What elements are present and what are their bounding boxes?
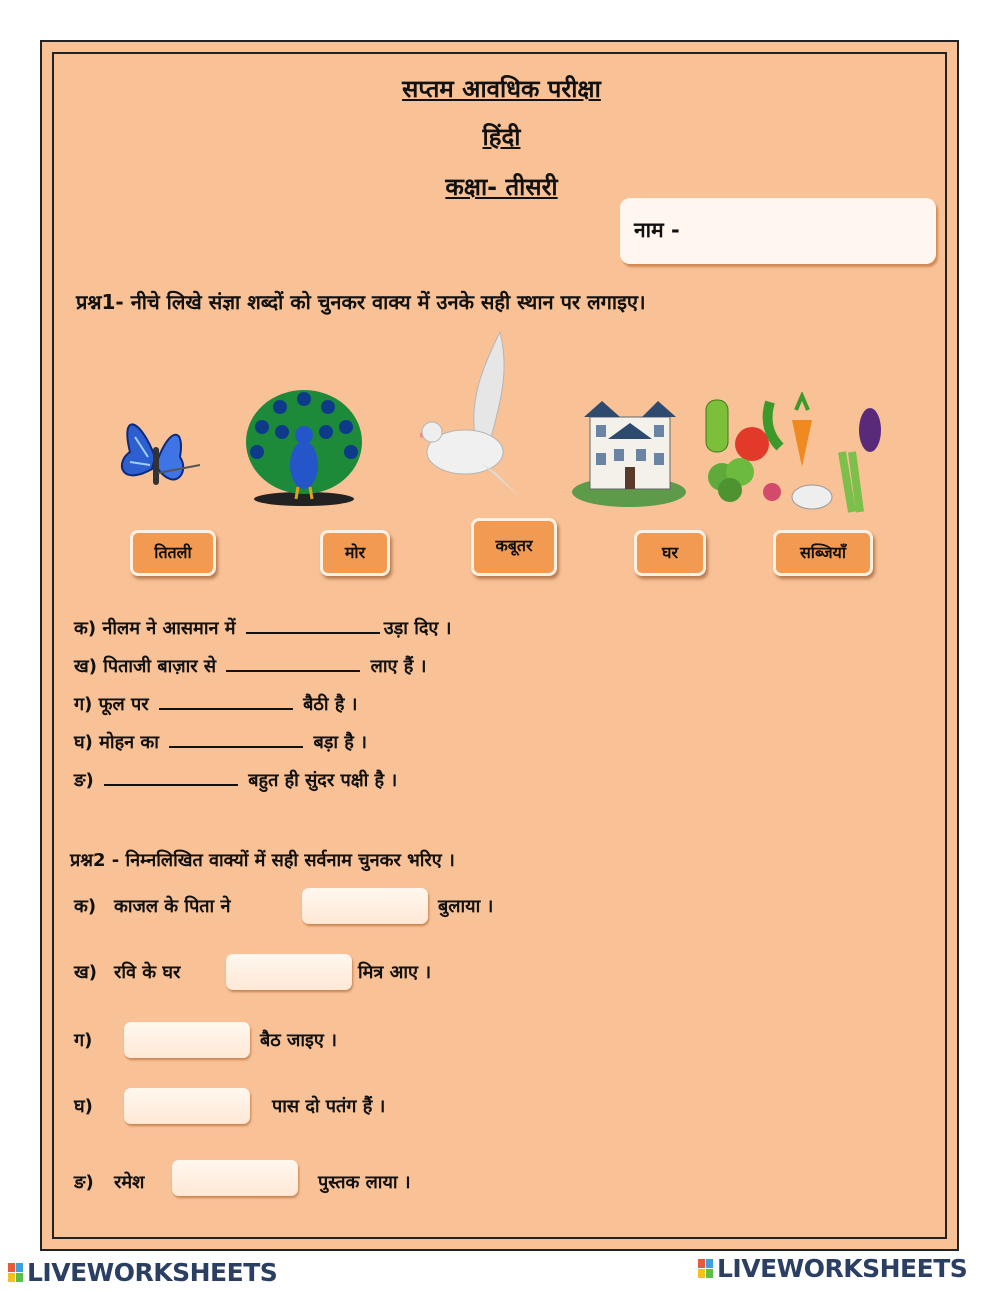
- q1-sentence: [74, 768, 397, 792]
- sentence-text: बहुत ही सुंदर पक्षी है ।: [248, 770, 398, 791]
- sentence-label: ग): [74, 694, 93, 715]
- blank-slot[interactable]: [226, 669, 360, 672]
- sentence-label: ङ): [74, 770, 94, 791]
- subject-title: हिंदी: [482, 123, 521, 151]
- pronoun-input[interactable]: [302, 888, 428, 924]
- q1-sentence: [74, 692, 357, 716]
- butterfly-icon: [100, 407, 210, 507]
- word-tile-sabjiyan[interactable]: सब्जियाँ: [773, 530, 873, 576]
- sentence-text: पिताजी बाज़ार से: [103, 656, 217, 677]
- question2-prompt: प्रश्न2 - निम्नलिखित वाक्यों में सही सर्वनाम चुनकर भरिए ।: [70, 850, 455, 871]
- blank-slot[interactable]: [104, 783, 238, 786]
- sentence-text: फूल पर: [98, 694, 149, 715]
- q2-after: पास दो पतंग हैं ।: [272, 1096, 386, 1117]
- q1-sentence: [74, 730, 367, 754]
- word-tile-kabutar[interactable]: कबूतर: [471, 518, 557, 576]
- vegetables-icon: [692, 392, 902, 517]
- liveworksheets-watermark-left: [8, 1258, 277, 1287]
- liveworksheets-watermark-right: [698, 1254, 967, 1283]
- peacock-icon: [242, 387, 367, 507]
- watermark-text: LIVEWORKSHEETS: [27, 1258, 278, 1287]
- sentence-label: घ): [74, 732, 93, 753]
- q2-after: पुस्तक लाया ।: [318, 1172, 411, 1193]
- question1-prompt: प्रश्न1- नीचे लिखे संज्ञा शब्दों को चुनकर वाक्य में उनके सही स्थान पर लगाइए।: [76, 290, 646, 314]
- sentence-text: लाए हैं ।: [370, 656, 427, 677]
- pronoun-input[interactable]: [172, 1160, 298, 1196]
- pronoun-input[interactable]: [124, 1088, 250, 1124]
- liveworksheets-logo-icon: [698, 1256, 714, 1276]
- q1-sentence: [74, 616, 451, 640]
- q2-after: बुलाया ।: [438, 896, 494, 917]
- sentence-text: उड़ा दिए ।: [383, 618, 452, 639]
- house-icon: [572, 397, 687, 507]
- q2-before: काजल के पिता ने: [114, 896, 231, 917]
- blank-slot[interactable]: [169, 745, 303, 748]
- q1-sentence: [74, 654, 426, 678]
- word-tile-ghar[interactable]: घर: [634, 530, 706, 576]
- sentence-label: क): [74, 618, 97, 639]
- q2-after: बैठ जाइए ।: [260, 1030, 337, 1051]
- blank-slot[interactable]: [246, 631, 380, 634]
- word-tile-mor[interactable]: मोर: [320, 530, 390, 576]
- sentence-text: बैठी है ।: [303, 694, 358, 715]
- q2-before: रवि के घर: [114, 962, 181, 983]
- q2-before: रमेश: [114, 1172, 145, 1193]
- sentence-label: ख): [74, 656, 97, 677]
- q2-label: क): [74, 896, 97, 917]
- blank-slot[interactable]: [159, 707, 293, 710]
- watermark-text: LIVEWORKSHEETS: [717, 1254, 968, 1283]
- q2-label: ग): [74, 1030, 93, 1051]
- q2-label: घ): [74, 1096, 93, 1117]
- pigeon-icon: [420, 332, 530, 502]
- grade-title: कक्षा- तीसरी: [445, 173, 558, 201]
- word-tile-titli[interactable]: तितली: [130, 530, 216, 576]
- name-input[interactable]: [620, 198, 936, 264]
- sentence-text: बड़ा है ।: [313, 732, 367, 753]
- worksheet: [40, 40, 959, 1251]
- sentence-text: नीलम ने आसमान में: [102, 618, 236, 639]
- q2-label: ङ): [74, 1172, 94, 1193]
- q2-label: ख): [74, 962, 97, 983]
- liveworksheets-logo-icon: [8, 1260, 24, 1280]
- pronoun-input[interactable]: [124, 1022, 250, 1058]
- exam-title: सप्तम आवधिक परीक्षा: [402, 75, 601, 103]
- pronoun-input[interactable]: [226, 954, 352, 990]
- sentence-text: मोहन का: [99, 732, 159, 753]
- name-label: नाम -: [634, 218, 680, 242]
- q2-after: मित्र आए ।: [358, 962, 432, 983]
